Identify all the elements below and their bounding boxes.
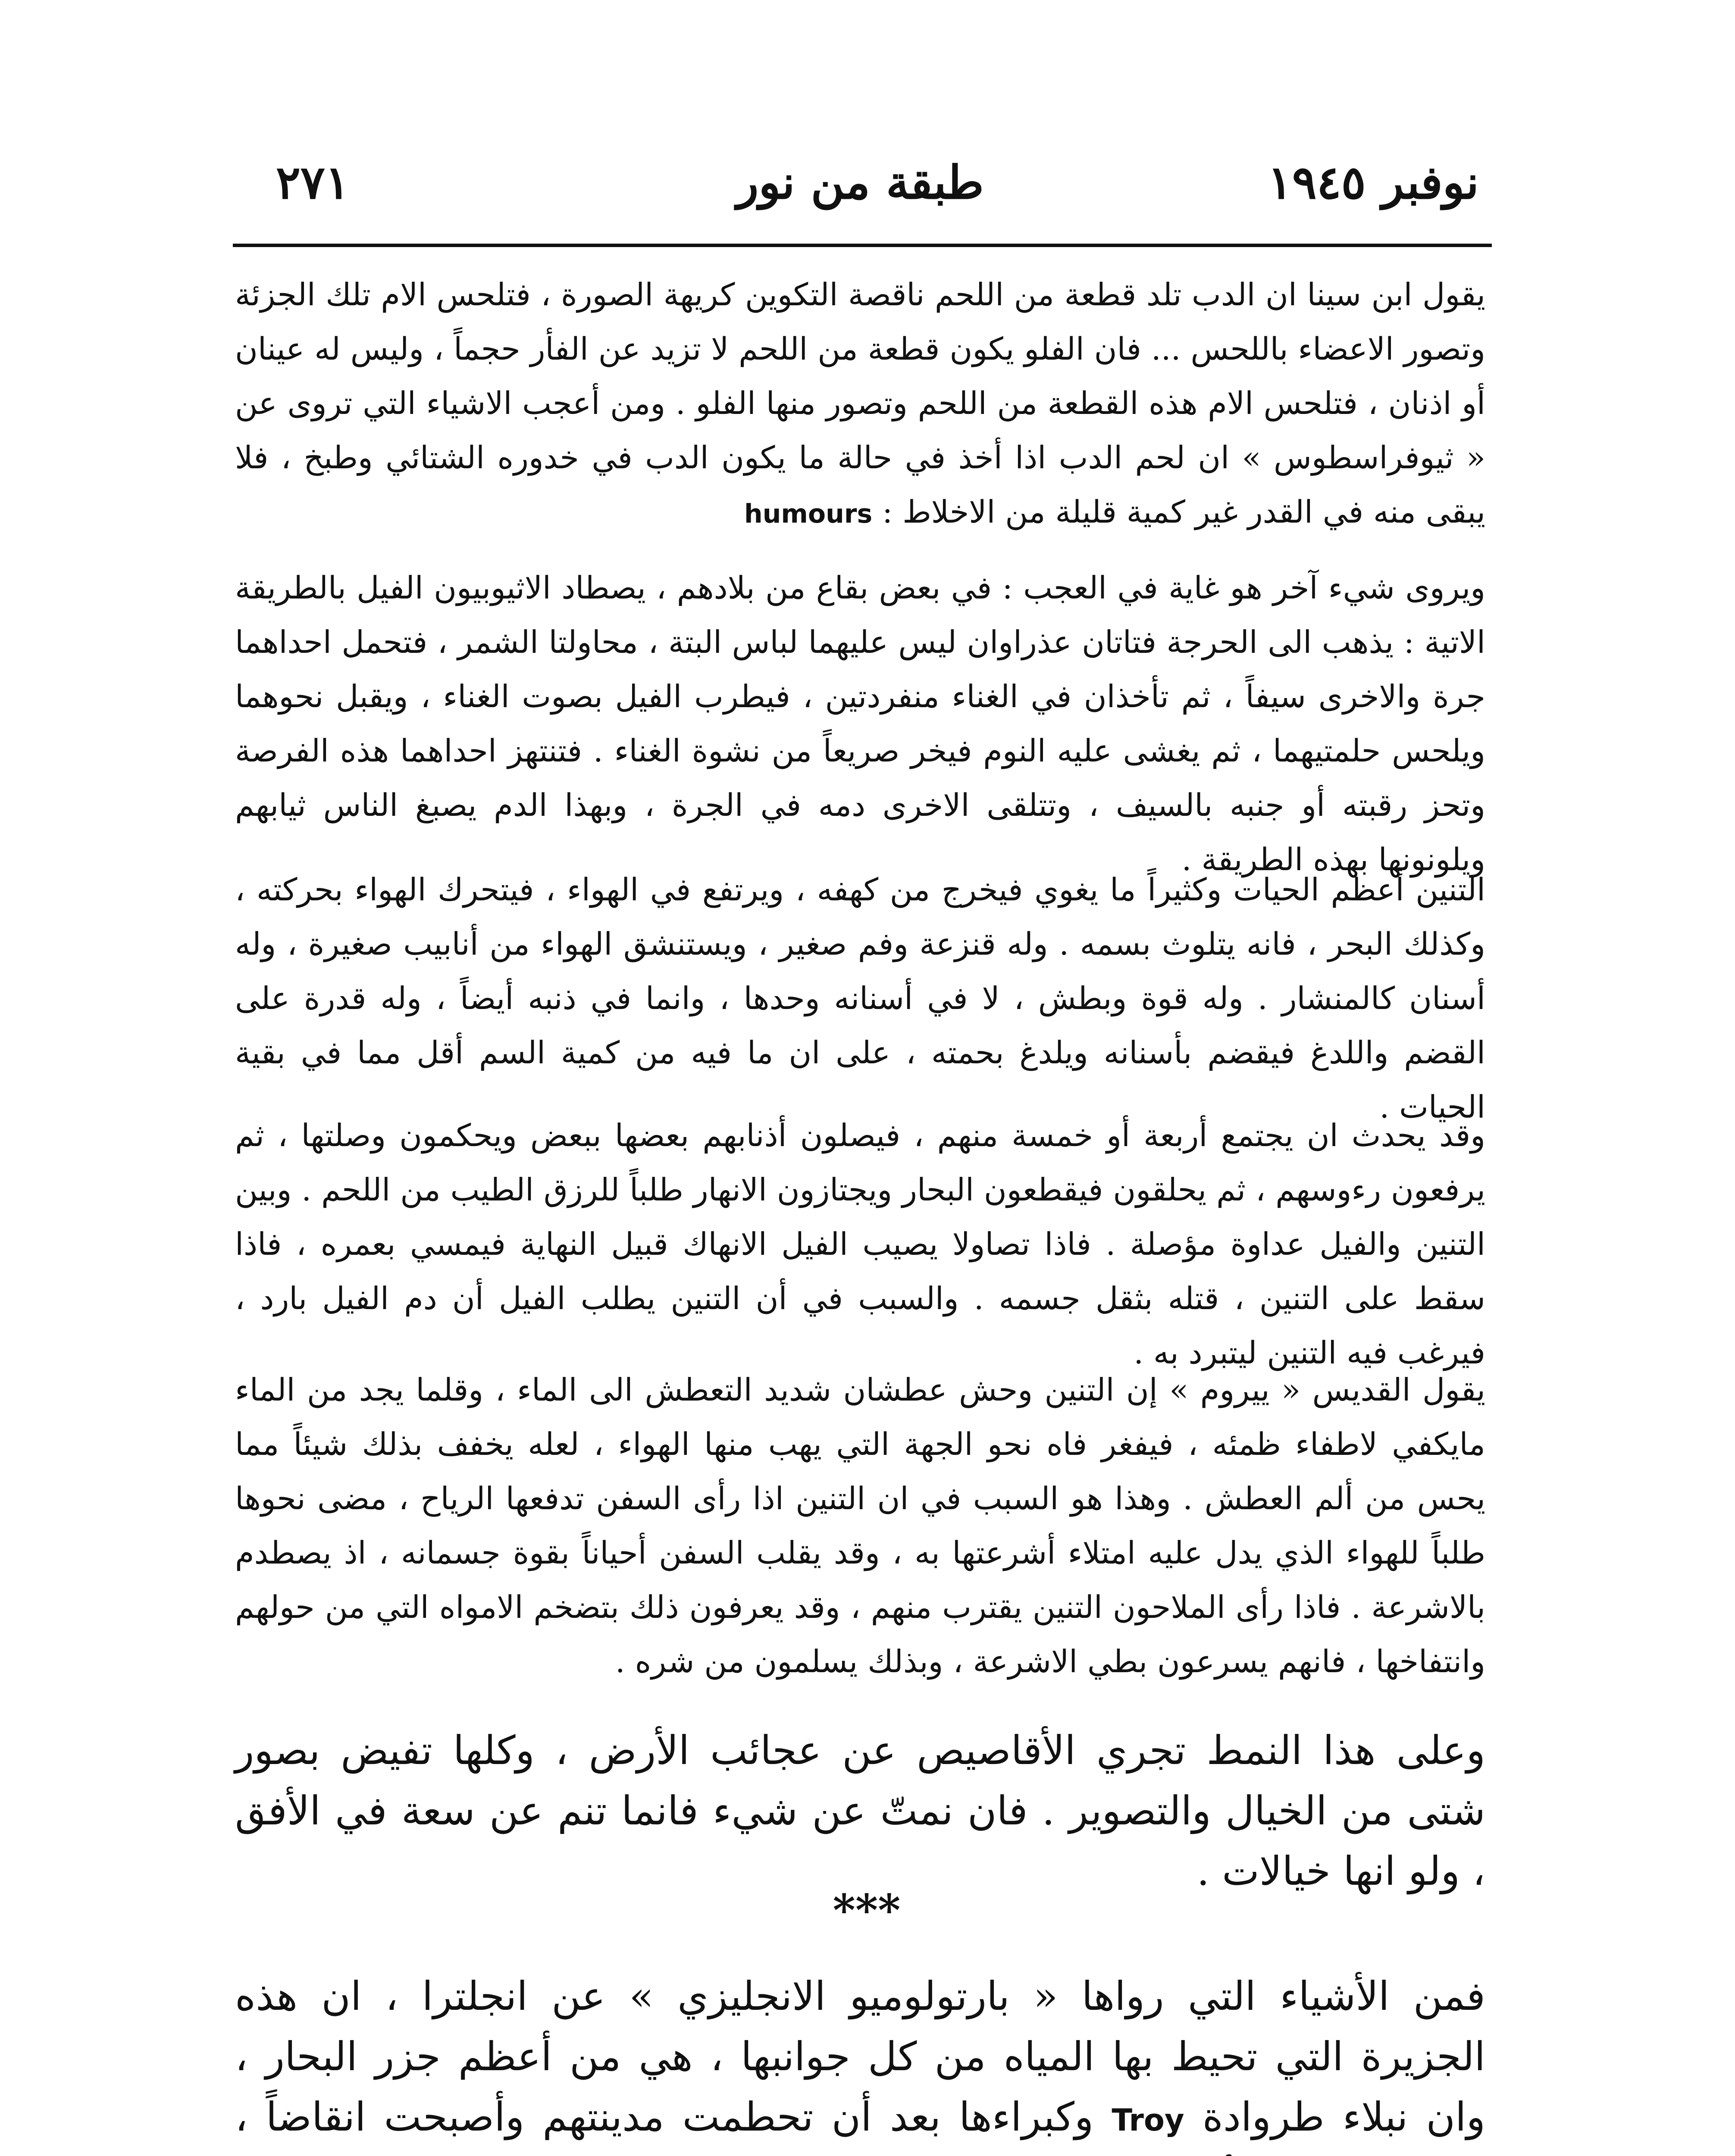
paragraph-england-text-end: وكبراءها بعد أن تحطمت مدينتهم وأصبحت انقاضاً ،	[235, 2094, 1094, 2140]
header-date: نوفبر ١٩٤٥	[1267, 155, 1479, 209]
paragraph-elephant-text: ويروى شيء آخر هو غاية في العجب : في بعض بقاع من بلادهم ، يصطاد الاثيوبيون الفيل بالطريقة الاتية : يذهب الى الحرجة فتاتان عذراوان ليس عليهما لباس البتة ، محاولتا الشمر ، فتحمل احداهما جرة والاخرى سيفاً ، ثم تأخذان في الغناء منفردتين ، فيطرب الفيل بصوت الغناء ، ويقبل نحوهما ويلحس حلمتيهما ، ثم يغشى عليه النوم فيخر صريعاً من نشوة الغناء . فتنتهز احداهما هذه الفرصة وتحز رقبته أو جنبه بالسيف ، وتتلقى الاخرى دمه في الجرة ، وبهذا الدم يصبغ الناس ثيابهم ويلونونها بهذه الطريقة .	[235, 570, 1486, 877]
page-header	[241, 142, 1479, 229]
paragraph-jerome	[235, 1363, 1485, 1689]
paragraph-england	[235, 1966, 1485, 2156]
paragraph-england-text-start: فمن الأشياء التي رواها « بارتولوميو الانجليزي » عن انجلترا ، ان هذه الجزيرة التي تحيط بها المياه من كل جوانبها ، هي من أعظم جزر البحار ، وان نبلاء طروادة	[235, 1973, 1485, 2140]
paragraph-dragon-elephant-text: وقد يحدث ان يجتمع أربعة أو خمسة منهم ، فيصلون أذنابهم بعضها ببعض ويحكمون وصلتها ، ثم يرفعون رءوسهم ، ثم يحلقون فيقطعون البحار ويجتازون الانهار طلباً للرزق الطيب من اللحم . وبين التنين والفيل عداوة مؤصلة . فاذا تصاولا يصيب الفيل الانهاك قبيل النهاية فيمسي بعمره ، فاذا سقط على التنين ، قتله بثقل جسمه . والسبب في أن التنين يطلب الفيل أن دم الفيل بارد ، فيرغب فيه التنين ليتبرد به .	[235, 1117, 1485, 1371]
paragraph-dragon	[235, 862, 1485, 1134]
header-rule	[233, 244, 1492, 247]
page-number: ٢٧١	[276, 155, 350, 209]
paragraph-conclusion	[235, 1720, 1485, 1902]
latin-term-humours: humours	[744, 499, 873, 529]
paragraph-bear-text: يقول ابن سينا ان الدب تلد قطعة من اللحم ناقصة التكوين كريهة الصورة ، فتلحس الام تلك الجزئة وتصور الاعضاء باللحس ... فان الفلو يكون قطعة من اللحم لا تزيد عن الفأر حجماً ، وليس له عينان أو اذنان ، فتلحس الام هذه القطعة من اللحم وتصور منها الفلو . ومن أعجب الاشياء التي تروى عن « ثيوفراسطوس » ان لحم الدب اذا أخذ في حالة ما يكون الدب في خدوره الشتائي وطبخ ، فلا يبقى منه في القدر غير كمية قليلة من الاخلاط :	[235, 276, 1485, 530]
paragraph-dragon-elephant	[235, 1108, 1485, 1380]
paragraph-dragon-text: التنين أعظم الحيات وكثيراً ما يغوي فيخرج من كهفه ، ويرتفع في الهواء ، فيتحرك الهواء بحركته ، وكذلك البحر ، فانه يتلوث بسمه . وله قنزعة وفم صغير ، ويستنشق الهواء من أنابيب صغيرة ، وله أسنان كالمنشار . وله قوة وبطش ، لا في أسنانه وحدها ، وانما في ذنبه أيضاً ، وله قدرة على القضم واللدغ فيقضم بأسنانه ويلدغ بحمته ، على ان ما فيه من كمية السم أقل مما في بقية الحيات .	[235, 871, 1485, 1125]
section-separator: ***	[833, 1885, 901, 1936]
paragraph-bear	[235, 267, 1485, 541]
header-title: طبقة من نور	[736, 155, 984, 209]
paragraph-conclusion-text: وعلى هذا النمط تجري الأقاصيص عن عجائب الأرض ، وكلها تفيض بصور شتى من الخيال والتصوير . فان نمتّ عن شيء فانما تنم عن سعة في الأفق ، ولو انها خيالات .	[235, 1727, 1485, 1894]
paragraph-elephant	[235, 561, 1485, 887]
paragraph-jerome-text: يقول القديس « ييروم » إن التنين وحش عطشان شديد التعطش الى الماء ، وقلما يجد من الماء مايكفي لاطفاء ظمئه ، فيفغر فاه نحو الجهة التي يهب منها الهواء ، لعله يخفف بذلك شيئاً مما يحس من ألم العطش . وهذا هو السبب في ان التنين اذا رأى السفن تدفعها الرياح ، مضى نحوها طلباً للهواء الذي يدل عليه امتلاء أشرعتها به ، وقد يقلب السفن أحياناً بقوة جسمانه ، اذ يصطدم بالاشرعة . فاذا رأى الملاحون التنين يقترب منهم ، وقد يعرفون ذلك بتضخم الامواه التي من حولهم وانتفاخها ، فانهم يسرعون بطي الاشرعة ، وبذلك يسلمون من شره .	[235, 1372, 1485, 1680]
latin-term-troy: Troy	[1112, 2103, 1184, 2138]
